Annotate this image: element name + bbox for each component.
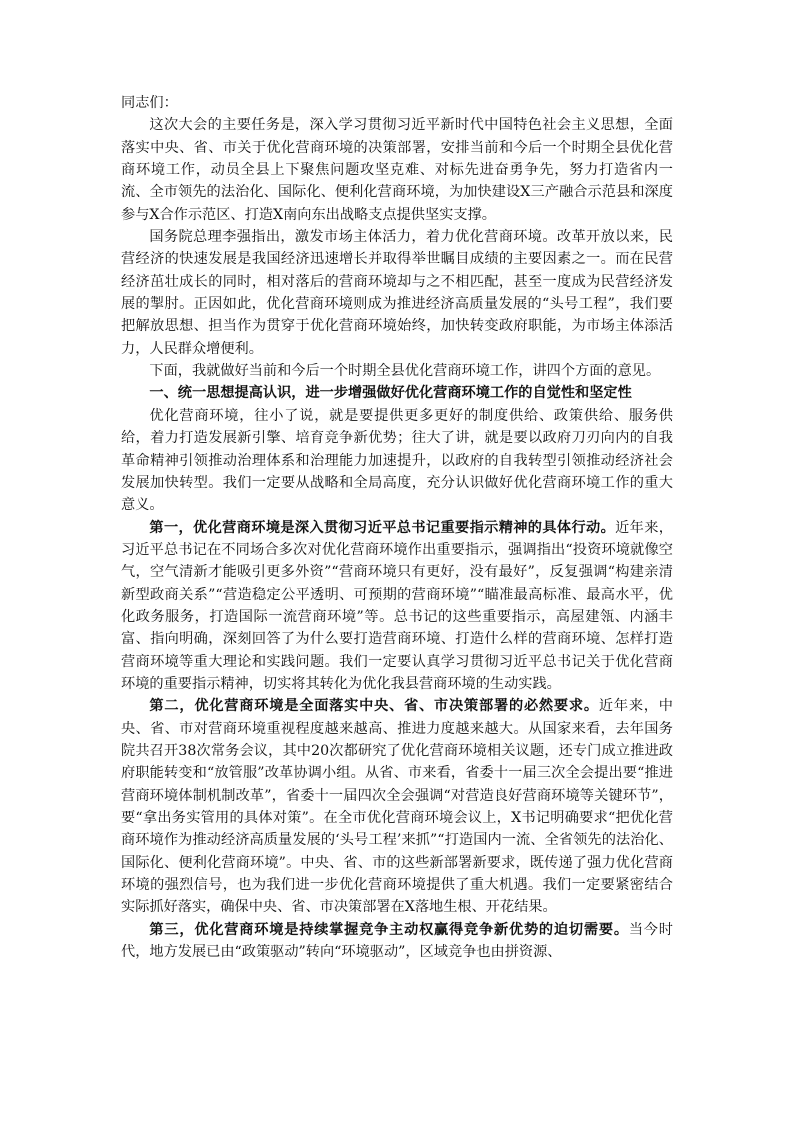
point-text: 当今时代，地方发展已由“政策驱动”转向“环境驱动”，区域竞争也由拼资源、: [121, 921, 673, 961]
section-heading: 一、统一思想提高认识，进一步增强做好优化营商环境工作的自觉性和坚定性: [149, 385, 632, 402]
point-lead: 第一，优化营商环境是深入贯彻习近平总书记重要指示精神的具体行动。: [149, 519, 616, 536]
document-page: [121, 92, 673, 963]
point-paragraph: [121, 695, 673, 918]
body-paragraph: 优化营商环境，往小了说，就是要提供更多更好的制度供给、政策供给、服务供给，着力打造发展新引擎、培育竞争新优势；往大了讲，就是要以政府刀刃向内的自我革命精神引领推动治理体系和治理能力加速提升，以政府的自我转型引领推动经济社会发展加快转型。我们一定要从战略和全局高度，充分认识做好优化营商环境工作的重大意义。: [121, 407, 673, 514]
body-paragraph: 下面，我就做好当前和今后一个时期全县优化营商环境工作，讲四个方面的意见。: [149, 363, 661, 380]
salutation: 同志们：: [121, 95, 178, 111]
point-text: 近年来，习近平总书记在不同场合多次对优化营商环境作出重要指示，强调指出“投资环境就像空气，空气清新才能吸引更多外资”“营商环境只有更好，没有最好”，反复强调“构建亲清新型政商关系”“营造稳定公平透明、可预期的营商环境”“瞄准最高标准、最高水平，优化政务服务，打造国际一流营商环境”等。总书记的这些重要指示，高屋建瓴、内涵丰富、指向明确，深刻回答了为什么要打造营商环境、打造什么样的营商环境、怎样打造营商环境等重大理论和实践问题。我们一定要认真学习贯彻习近平总书记关于优化营商环境的重要指示精神，切实将其转化为优化我县营商环境的生动实践。: [121, 519, 673, 692]
body-paragraph: 这次大会的主要任务是，深入学习贯彻习近平新时代中国特色社会主义思想，全面落实中央、省、市关于优化营商环境的决策部署，安排当前和今后一个时期全县优化营商环境工作，动员全县上下聚焦问题攻坚克难、对标先进奋勇争先，努力打造省内一流、全市领先的法治化、国际化、便利化营商环境，为加快建设X三产融合示范县和深度参与X合作示范区、打造X南向东出战略支点提供坚实支撑。: [121, 117, 673, 223]
point-paragraph: [121, 919, 673, 964]
point-paragraph: [121, 517, 673, 696]
point-lead: 第三，优化营商环境是持续掌握竞争主动权赢得竞争新优势的迫切需要。: [149, 921, 629, 938]
point-lead: 第二，优化营商环境是全面落实中央、省、市决策部署的必然要求。: [149, 698, 599, 715]
point-text: 近年来，中央、省、市对营商环境重视程度越来越高、推进力度越来越大。从国家来看，去年国务院共召开38次常务会议，其中20次都研究了优化营商环境相关议题，还专门成立推进政府职能转变和“放管服”改革协调小组。从省、市来看，省委十一届三次全会提出要“推进营商环境体制机制改革”，省委十一届四次全会强调“对营造良好营商环境等关键环节”，要“拿出务实管用的具体对策”。在全市优化营商环境会议上，X书记明确要求“把优化营商环境作为推动经济高质量发展的‘头号工程’来抓”“打造国内一流、全省领先的法治化、国际化、便利化营商环境”。中央、省、市的这些新部署新要求，既传递了强力优化营商环境的强烈信号，也为我们进一步优化营商环境提供了重大机遇。我们一定要紧密结合实际抓好落实，确保中央、省、市决策部署在X落地生根、开花结果。: [121, 698, 673, 916]
body-paragraph: 国务院总理李强指出，激发市场主体活力，着力优化营商环境。改革开放以来，民营经济的快速发展是我国经济迅速增长并取得举世瞩目成绩的主要因素之一。而在民营经济茁壮成长的同时，相对落后的营商环境却与之不相匹配，甚至一度成为民营经济发展的掣肘。正因如此，优化营商环境则成为推进经济高质量发展的“头号工程”，我们要把解放思想、担当作为贯穿于优化营商环境始终，加快转变政府职能，为市场主体添活力，人民群众增便利。: [121, 229, 673, 357]
